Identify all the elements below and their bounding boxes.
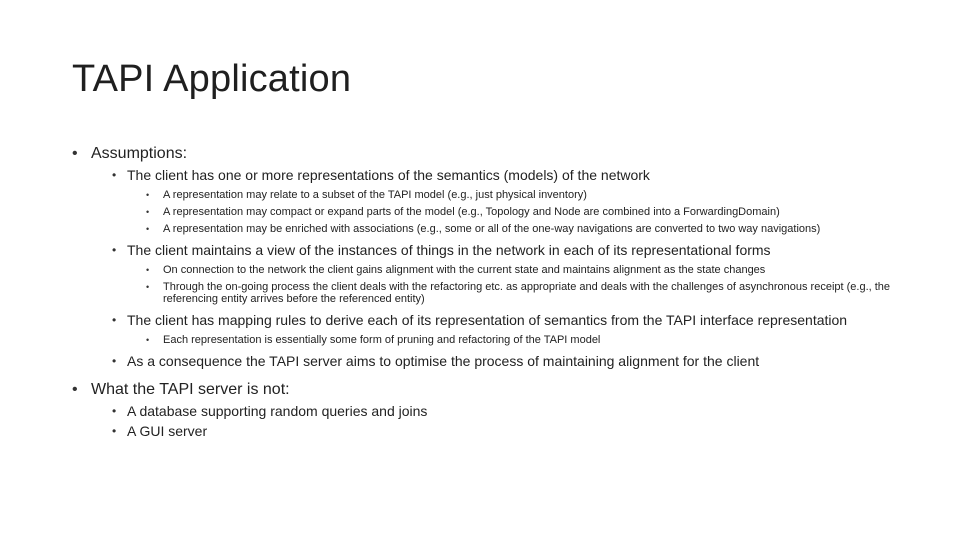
bullet-consequence: • As a consequence the TAPI server aims to optimise the process of maintaining alignment for the client (127, 353, 932, 370)
sub-bullet-not-server-2: • A GUI server (127, 423, 932, 440)
sub-bullet-not-server-1: • A database supporting random queries and joins (127, 403, 932, 420)
bullet-view: • The client maintains a view of the instances of things in the network in each of its representational forms (127, 242, 932, 259)
bullet-mapping: • The client has mapping rules to derive each of its representation of semantics from the TAPI interface representation (127, 312, 932, 329)
sub-bullet-mapping-1: • Each representation is essentially some form of pruning and refactoring of the TAPI model (163, 334, 932, 346)
sub-bullet-view-1: • On connection to the network the client gains alignment with the current state and maintains alignment as the state changes (163, 264, 932, 276)
sub-bullet-semantics-3: • A representation may be enriched with associations (e.g., some or all of the one-way navigations are converted to two way navigations) (163, 223, 932, 235)
bullet-assumptions: • Assumptions: (91, 144, 932, 164)
sub-bullet-view-2: • Through the on-going process the client deals with the refactoring etc. as appropriate and deals with the challenges of asynchronous receipt (e.g., the referencing entity arrives before the referenced entity) (163, 281, 932, 305)
bullet-list (72, 144, 932, 440)
bullet-semantics: • The client has one or more representations of the semantics (models) of the network (127, 167, 932, 184)
slide-title: TAPI Application (72, 58, 352, 100)
sub-bullet-semantics-2: • A representation may compact or expand parts of the model (e.g., Topology and Node are combined into a ForwardingDomain) (163, 206, 932, 218)
sub-bullet-semantics-1: • A representation may relate to a subset of the TAPI model (e.g., just physical inventory) (163, 189, 932, 201)
bullet-not-server: • What the TAPI server is not: (91, 380, 932, 400)
